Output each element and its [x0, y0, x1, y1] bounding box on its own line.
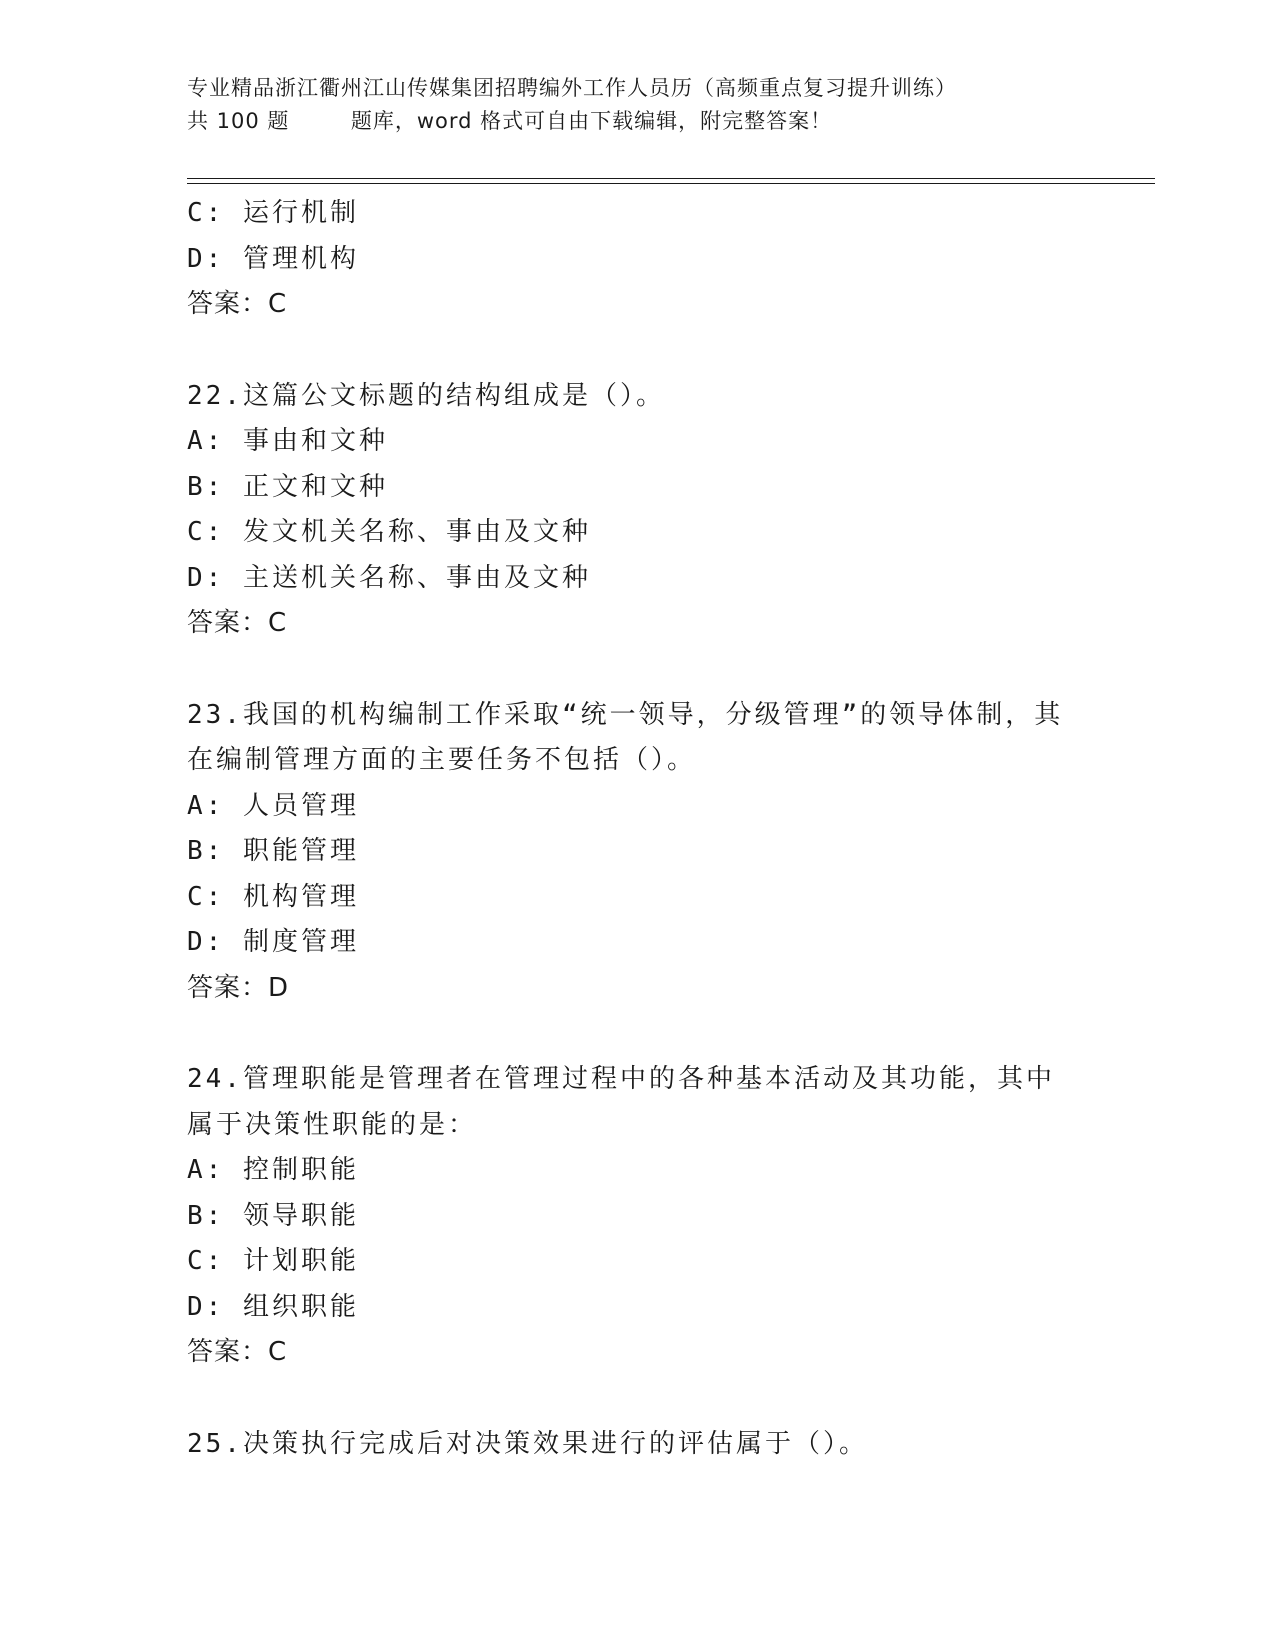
header-title-line1: 专业精品浙江衢州江山传媒集团招聘编外工作人员历（高频重点复习提升训练）	[187, 76, 957, 100]
question-stem: 23.我国的机构编制工作采取“统一领导，分级管理”的领导体制，其在编制管理方面的主要任务不包括（）。	[187, 699, 1064, 775]
question-22	[187, 374, 1087, 647]
option-a: A: 事由和文种	[187, 426, 388, 456]
question-25	[187, 1422, 1087, 1468]
option-a: A: 人员管理	[187, 790, 359, 821]
question-list	[187, 191, 1087, 1467]
question-24	[187, 1057, 1087, 1376]
option-b: B: 领导职能	[187, 1200, 359, 1231]
question-23	[187, 693, 1087, 1012]
header-rule-top	[187, 178, 1155, 179]
question-stem: 22.这篇公文标题的结构组成是（）。	[187, 380, 665, 411]
answer-line: 答案：C	[187, 608, 288, 638]
option-d: D: 组织职能	[187, 1291, 359, 1322]
option-d: D: 制度管理	[187, 927, 359, 957]
option-b: B: 正文和文种	[187, 471, 388, 502]
option-b: B: 职能管理	[187, 836, 359, 866]
question-21-tail	[187, 191, 1087, 328]
option-c: C: 计划职能	[187, 1246, 359, 1276]
question-stem: 24.管理职能是管理者在管理过程中的各种基本活动及其功能，其中属于决策性职能的是：	[187, 1064, 1055, 1140]
option-c: C: 发文机关名称、事由及文种	[187, 517, 591, 547]
option-d: D: 主送机关名称、事由及文种	[187, 562, 591, 593]
answer-line: 答案：C	[187, 1337, 288, 1367]
question-stem: 25.决策执行完成后对决策效果进行的评估属于（）。	[187, 1428, 868, 1459]
option-c: C: 机构管理	[187, 881, 359, 912]
answer-line: 答案：D	[187, 972, 290, 1003]
option-a: A: 控制职能	[187, 1155, 359, 1185]
header-rule-bottom	[187, 183, 1155, 184]
option-c: C: 运行机制	[187, 198, 359, 228]
header-title-line2: 共 100 题 题库，word 格式可自由下载编辑，附完整答案！	[187, 109, 833, 133]
answer-line: 答案：C	[187, 289, 288, 319]
option-d: D: 管理机构	[187, 243, 359, 274]
document-header	[187, 72, 1087, 138]
